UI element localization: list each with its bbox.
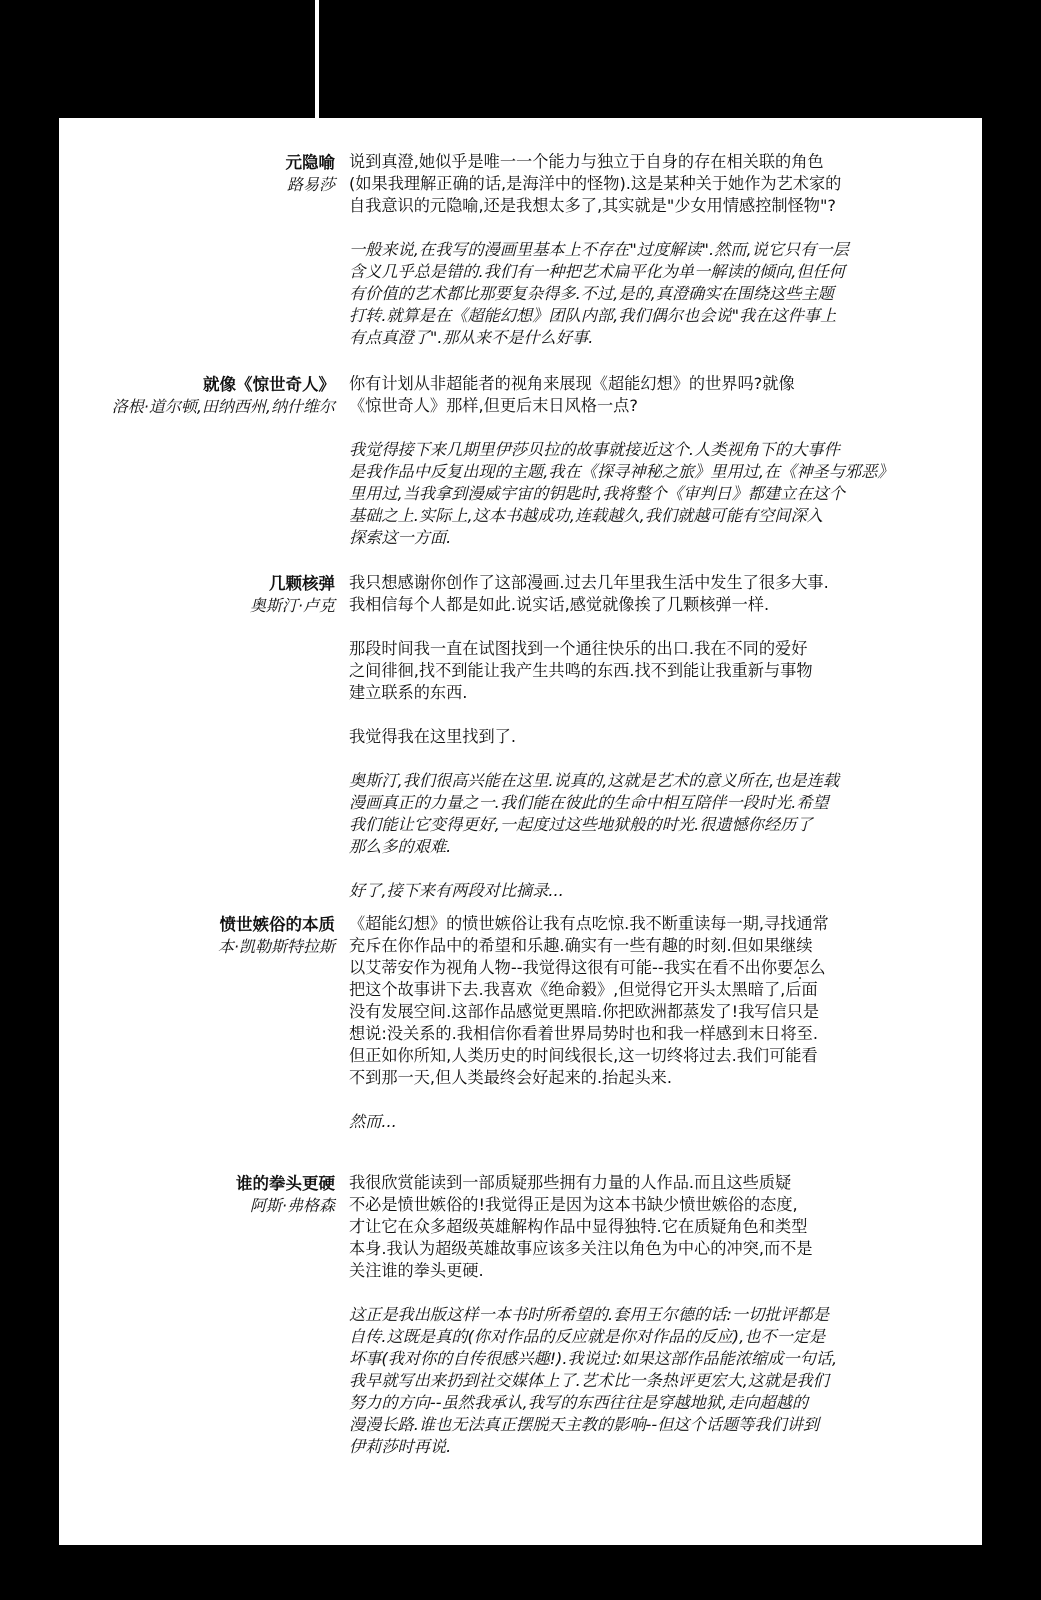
letter-title: 愤世嫉俗的本质 [219,915,335,934]
letter-author: 阿斯·弗格森 [249,1196,335,1215]
letter-title: 谁的拳头更硬 [236,1174,335,1193]
editor-reply: 这正是我出版这样一本书时所希望的.套用王尔德的话:一切批评都是 自传.这既是真的(你对作品的反应就是你对作品的反应),也不一定是 坏事(我对你的自传很感兴趣!).我说过:如果这部作品能浓缩成一句话, 我早就写出来扔到社交媒体上了.艺术比一条热评更宏大,这就是我们 努力的方向--虽然我承认,我写的东西往往是穿越地狱,走向超越的 漫漫长路.谁也无法真正摆脱天主教的影响--但这个话题等我们讲到 伊莉莎时再说. [349,1305,838,1456]
letter-heading [59,913,335,958]
letters-page [59,118,982,1545]
top-panel-border [315,0,319,118]
letter-paragraph: 你有计划从非超能者的视角来展现《超能幻想》的世界吗?就像 《惊世奇人》那样,但更后末日风格一点? [349,374,795,415]
letter-heading [59,151,335,196]
letter-title: 几颗核弹 [269,574,335,593]
letter-body [349,1172,949,1458]
letter-author: 奥斯汀·卢克 [249,596,335,615]
letter-body [349,572,949,902]
letter-author: 洛根·道尔顿,田纳西州,纳什维尔 [111,397,335,416]
letter-paragraph: 那段时间我一直在试图找到一个通往快乐的出口.我在不同的爱好 之间徘徊,找不到能让我产生共鸣的东西.找不到能让我重新与事物 建立联系的东西. [349,639,813,702]
editor-reply: 我觉得接下来几期里伊莎贝拉的故事就接近这个.人类视角下的大事件 是我作品中反复出现的主题,我在《探寻神秘之旅》里用过,在《神圣与邪恶》 里用过,当我拿到漫威宇宙的钥匙时,我将整个《审判日》都建立在这个 基础之上.实际上,这本书越成功,连载越久,我们就越可能有空间深入 探索这一方面. [349,440,894,547]
letter-paragraph: 说到真澄,她似乎是唯一一个能力与独立于自身的存在相关联的角色 (如果我理解正确的话,是海洋中的怪物).这是某种关于她作为艺术家的 自我意识的元隐喻,还是我想太多了,其实就是"少女用情感控制怪物"? [349,152,842,215]
letter-paragraph: 我只想感谢你创作了这部漫画.过去几年里我生活中发生了很多大事. 我相信每个人都是如此.说实话,感觉就像挨了几颗核弹一样. [349,573,829,614]
editor-reply: 然而... [349,1112,397,1131]
editor-reply: 好了,接下来有两段对比摘录... [349,881,564,900]
letter-heading [59,572,335,617]
editor-reply: 奥斯汀,我们很高兴能在这里.说真的,这就是艺术的意义所在,也是连载 漫画真正的力量之一.我们能在彼此的生命中相互陪伴一段时光.希望 我们能让它变得更好,一起度过这些地狱般的时光.很遗憾你经历了 那么多的艰难. [349,771,840,856]
letter-title: 元隐喻 [285,153,335,172]
letter-body [349,151,949,349]
letter-paragraph: 我觉得我在这里找到了. [349,727,517,746]
letter-heading [59,1172,335,1217]
letter-author: 路易莎 [286,175,335,194]
letter-author: 本·凯勒斯特拉斯 [217,937,335,956]
letter-paragraph: 我很欣赏能读到一部质疑那些拥有力量的人作品.而且这些质疑 不必是愤世嫉俗的!我觉得正是因为这本书缺少愤世嫉俗的态度, 才让它在众多超级英雄解构作品中显得独特.它在质疑角色和类型 本身.我认为超级英雄故事应该多关注以角色为中心的冲突,而不是 关注谁的拳头更硬. [349,1173,813,1280]
letter-body [349,913,949,1133]
editor-reply: 一般来说,在我写的漫画里基本上不存在"过度解读".然而,说它只有一层 含义几乎总是错的.我们有一种把艺术扁平化为单一解读的倾向,但任何 有价值的艺术都比那要复杂得多.不过,是的,真澄确实在围绕这些主题 打转.就算是在《超能幻想》团队内部,我们偶尔也会说"我在这件事上 有点真澄了".那从来不是什么好事. [349,240,849,347]
letter-title: 就像《惊世奇人》 [203,375,335,394]
letter-body [349,373,949,549]
letter-heading [59,373,335,418]
letter-paragraph: 《超能幻想》的愤世嫉俗让我有点吃惊.我不断重读每一期,寻找通常 充斥在你作品中的希望和乐趣.确实有一些有趣的时刻.但如果继续 以艾蒂安作为视角人物--我觉得这很有可能--我实在看不出你要怎么 把这个故事讲下去.我喜欢《绝命毅》,但觉得它开头太黑暗了,后面 没有发展空间.这部作品感觉更黑暗.你把欧洲都蒸发了!我写信只是 想说:没关系的.我相信你看着世界局势时也和我一样感到末日将至. 但正如你所知,人类历史的时间线很长,这一切终将过去.我们可能看 不到那一天,但人类最终会好起来的.抬起头来. [349,914,829,1087]
print-speck [799,977,801,979]
